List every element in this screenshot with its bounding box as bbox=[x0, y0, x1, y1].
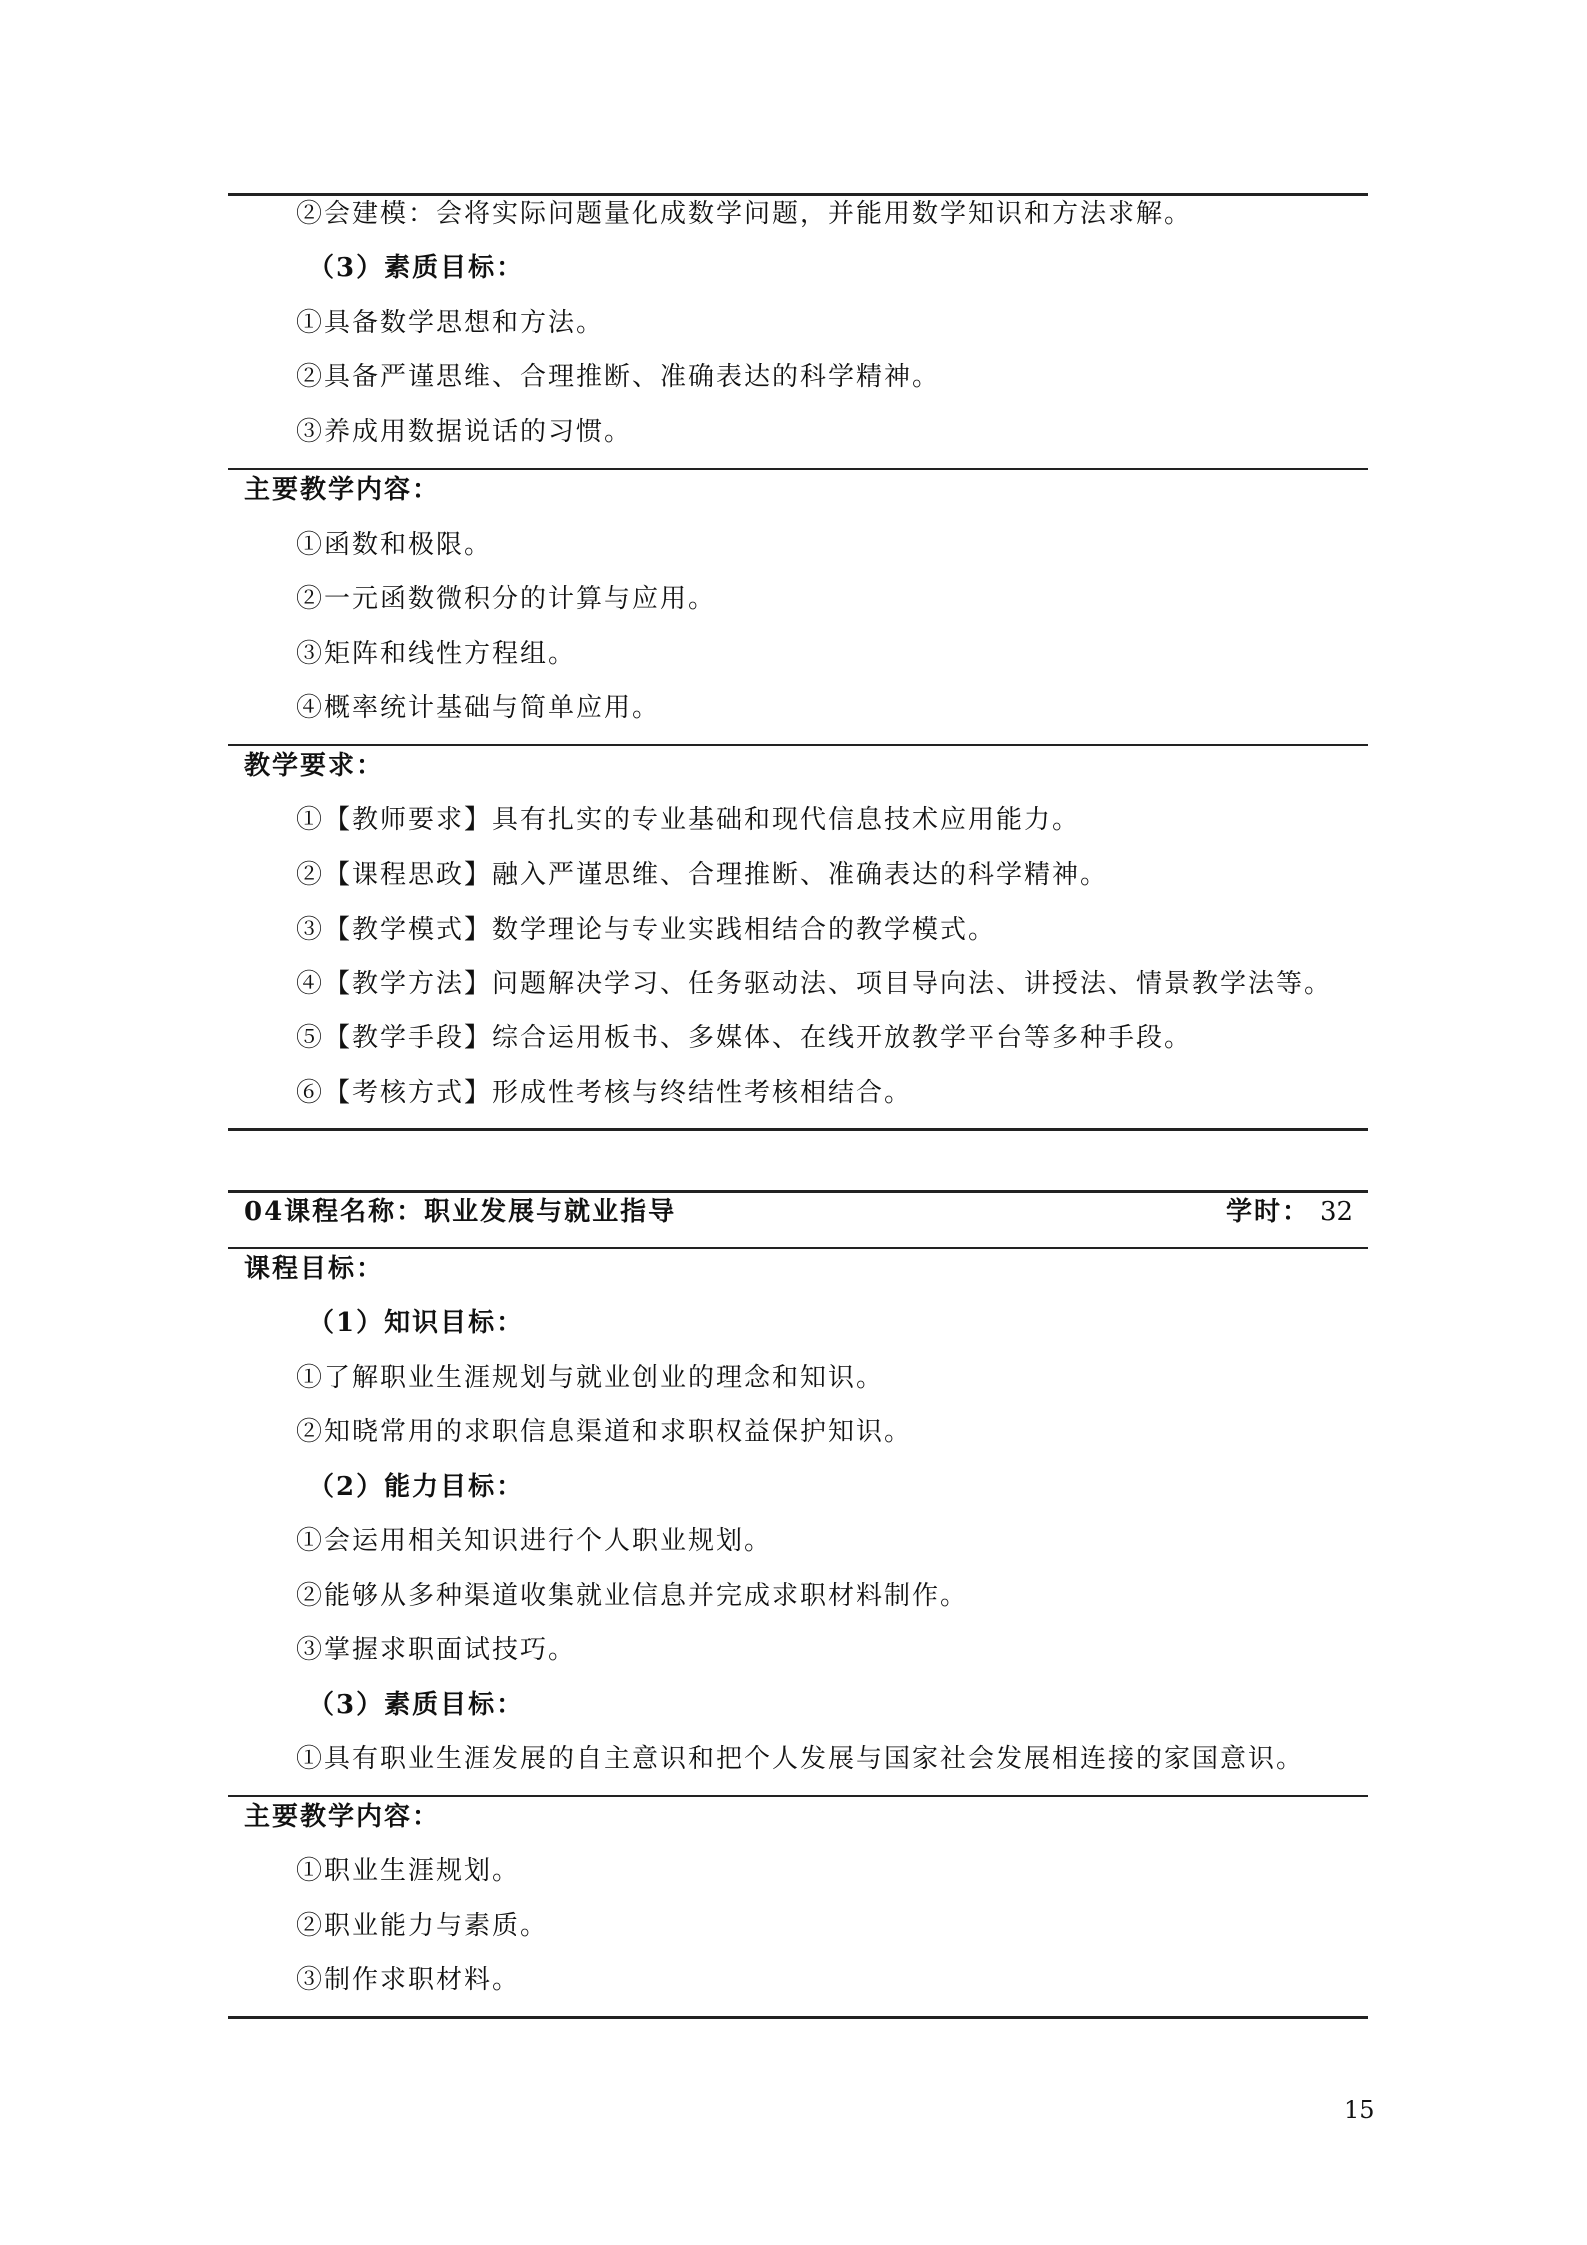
knowledge-item: ②知晓常用的求职信息渠道和求职权益保护知识。 bbox=[296, 1417, 913, 1447]
content-item: ①函数和极限。 bbox=[296, 530, 493, 560]
hours-value: 32 bbox=[1320, 1197, 1354, 1227]
quality-item: ①具备数学思想和方法。 bbox=[296, 308, 605, 338]
ability-item: ③掌握求职面试技巧。 bbox=[296, 1635, 577, 1665]
requirement-item: ⑥【考核方式】形成性考核与终结性考核相结合。 bbox=[296, 1078, 913, 1108]
content-item: ①职业生涯规划。 bbox=[296, 1856, 521, 1886]
content-item: ③制作求职材料。 bbox=[296, 1965, 521, 1995]
course-title: 04课程名称：职业发展与就业指导 bbox=[244, 1197, 677, 1227]
row-divider bbox=[228, 744, 1368, 746]
quality-heading: （3）素质目标： bbox=[308, 253, 525, 283]
hours-label: 学时： bbox=[1226, 1197, 1311, 1227]
ability-item: ②会建模：会将实际问题量化成数学问题，并能用数学知识和方法求解。 bbox=[296, 199, 1193, 229]
quality-item: ①具有职业生涯发展的自主意识和把个人发展与国家社会发展相连接的家国意识。 bbox=[296, 1744, 1305, 1774]
ability-heading: （2）能力目标： bbox=[308, 1472, 525, 1502]
table-top-rule bbox=[228, 1190, 1368, 1193]
knowledge-heading: （1）知识目标： bbox=[308, 1308, 525, 1338]
requirements-heading: 教学要求： bbox=[244, 751, 385, 781]
content-item: ②职业能力与素质。 bbox=[296, 1911, 549, 1941]
content-item: ③矩阵和线性方程组。 bbox=[296, 639, 577, 669]
requirement-item: ④【教学方法】问题解决学习、任务驱动法、项目导向法、讲授法、情景教学法等。 bbox=[296, 969, 1333, 999]
table-bottom-rule bbox=[228, 2016, 1368, 2019]
requirement-item: ⑤【教学手段】综合运用板书、多媒体、在线开放教学平台等多种手段。 bbox=[296, 1023, 1193, 1053]
goals-heading: 课程目标： bbox=[244, 1254, 385, 1284]
requirement-item: ③【教学模式】数学理论与专业实践相结合的教学模式。 bbox=[296, 915, 997, 945]
knowledge-item: ①了解职业生涯规划与就业创业的理念和知识。 bbox=[296, 1363, 885, 1393]
requirement-item: ②【课程思政】融入严谨思维、合理推断、准确表达的科学精神。 bbox=[296, 860, 1109, 890]
row-divider bbox=[228, 468, 1368, 470]
content-item: ②一元函数微积分的计算与应用。 bbox=[296, 584, 717, 614]
quality-heading: （3）素质目标： bbox=[308, 1690, 525, 1720]
quality-item: ③养成用数据说话的习惯。 bbox=[296, 417, 633, 447]
ability-item: ②能够从多种渠道收集就业信息并完成求职材料制作。 bbox=[296, 1581, 969, 1611]
table-bottom-rule bbox=[228, 1128, 1368, 1131]
content-item: ④概率统计基础与简单应用。 bbox=[296, 693, 661, 723]
content-heading: 主要教学内容： bbox=[244, 475, 441, 505]
quality-item: ②具备严谨思维、合理推断、准确表达的科学精神。 bbox=[296, 362, 941, 392]
row-divider bbox=[228, 1247, 1368, 1249]
row-divider bbox=[228, 1795, 1368, 1797]
content-heading: 主要教学内容： bbox=[244, 1802, 441, 1832]
page-number: 15 bbox=[1344, 2096, 1375, 2124]
ability-item: ①会运用相关知识进行个人职业规划。 bbox=[296, 1526, 773, 1556]
requirement-item: ①【教师要求】具有扎实的专业基础和现代信息技术应用能力。 bbox=[296, 805, 1081, 835]
